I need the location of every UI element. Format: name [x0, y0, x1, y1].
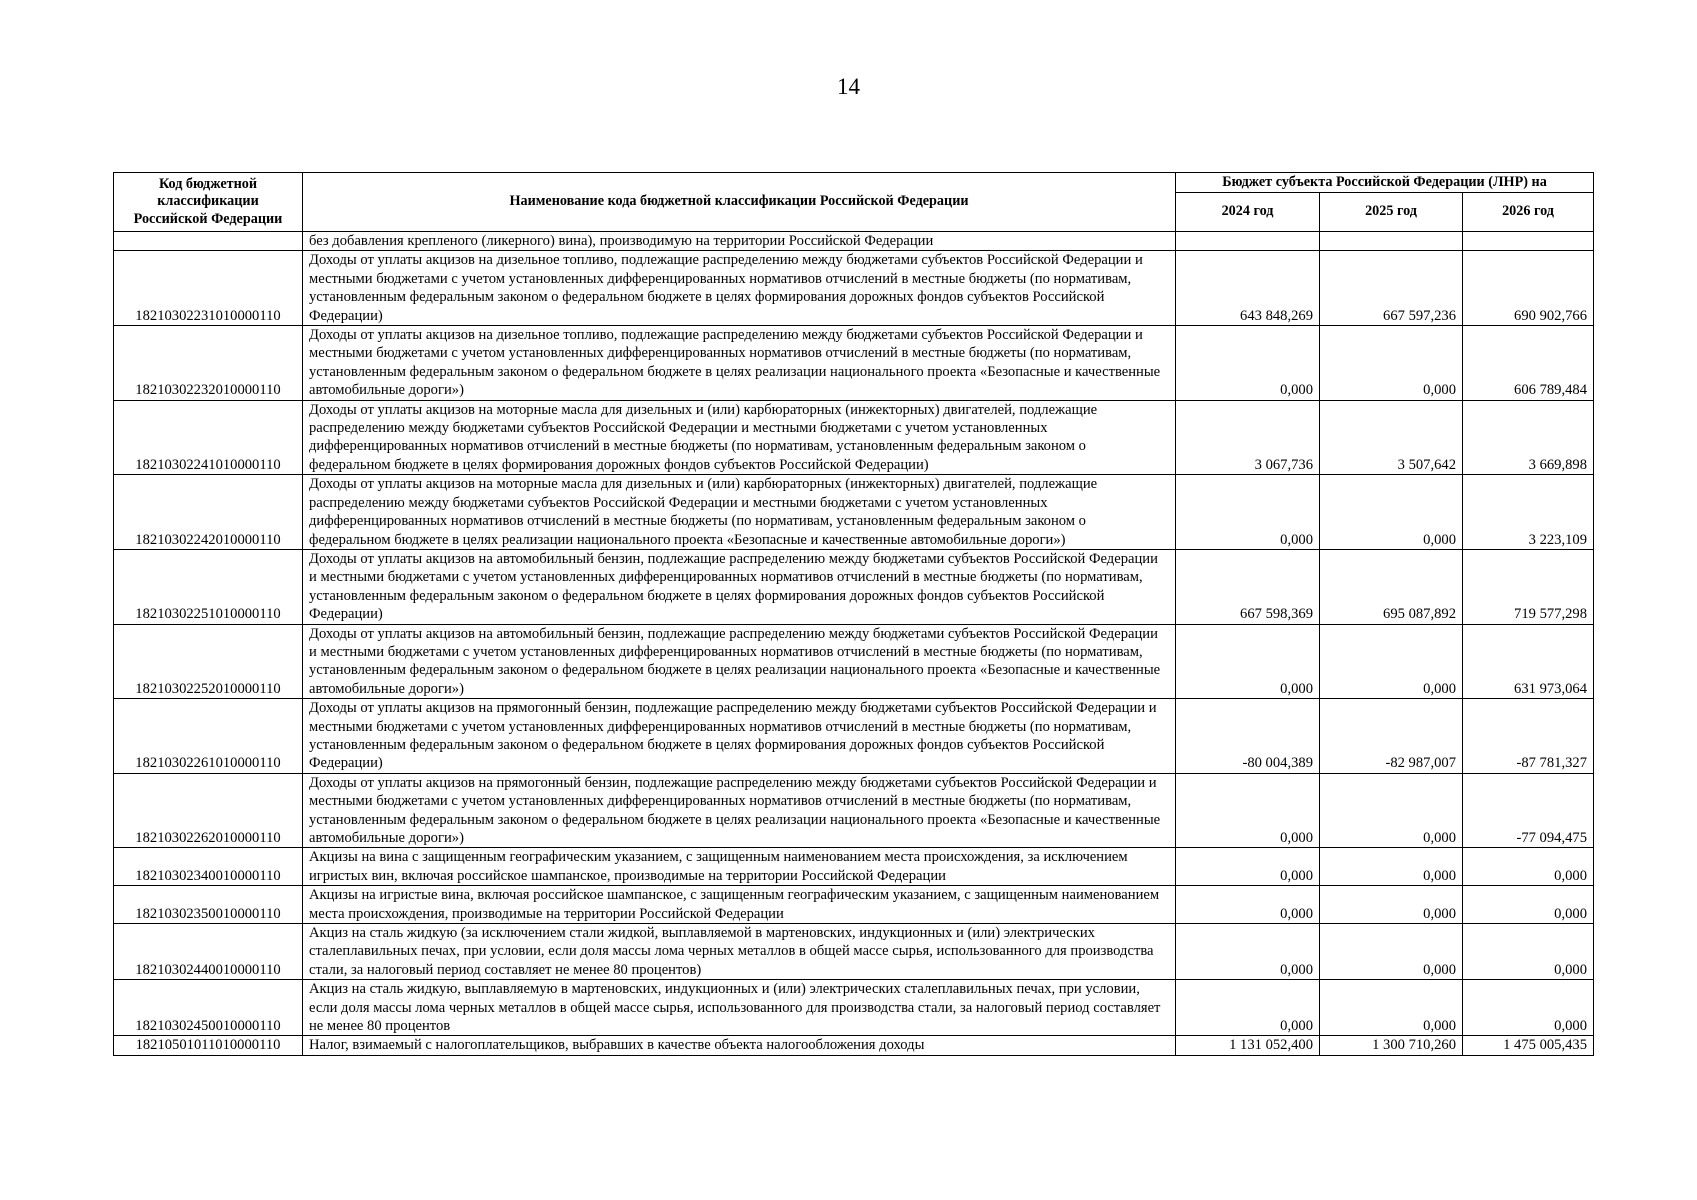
row-value-2025: 3 507,642 [1320, 400, 1463, 475]
header-name: Наименование кода бюджетной классификации Российской Федерации [303, 173, 1176, 232]
row-value-2026: 0,000 [1463, 980, 1594, 1036]
row-code [114, 232, 303, 251]
row-value-2024: 0,000 [1176, 924, 1320, 980]
row-value-2024: 3 067,736 [1176, 400, 1320, 475]
row-value-2025: 667 597,236 [1320, 251, 1463, 326]
row-name: Доходы от уплаты акцизов на автомобильный бензин, подлежащие распределению между бюджетами субъектов Российской Федерации и местными бюджетами с учетом установленных дифференцированных нормативов отчислений в местные бюджеты (по нормативам, установленным федеральным законом о федеральном бюджете в целях реализации национального проекта «Безопасные и качественные автомобильные дороги») [303, 624, 1176, 699]
row-value-2025: 0,000 [1320, 980, 1463, 1036]
row-value-2026: 631 973,064 [1463, 624, 1594, 699]
table-row [114, 549, 1594, 624]
table-row [114, 400, 1594, 475]
page-number: 14 [837, 74, 860, 99]
row-name: Акцизы на вина с защищенным географическим указанием, с защищенным наименованием места происхождения, за исключением игристых вин, включая российское шампанское, производимые на территории Российской Федерации [303, 848, 1176, 886]
row-code: 18210302350010000110 [114, 886, 303, 924]
row-name: Доходы от уплаты акцизов на автомобильный бензин, подлежащие распределению между бюджетами субъектов Российской Федерации и местными бюджетами с учетом установленных дифференцированных нормативов отчислений в местные бюджеты (по нормативам, установленным федеральным законом о федеральном бюджете в целях формирования дорожных фондов субъектов Российской Федерации) [303, 549, 1176, 624]
row-value-2024: 643 848,269 [1176, 251, 1320, 326]
row-value-2024: 0,000 [1176, 773, 1320, 848]
table-row [114, 773, 1594, 848]
row-value-2026: 719 577,298 [1463, 549, 1594, 624]
row-value-2025: 695 087,892 [1320, 549, 1463, 624]
table-row [114, 326, 1594, 401]
row-name: Доходы от уплаты акцизов на прямогонный бензин, подлежащие распределению между бюджетами субъектов Российской Федерации и местными бюджетами с учетом установленных дифференцированных нормативов отчислений в местные бюджеты (по нормативам, установленным федеральным законом о федеральном бюджете в целях формирования дорожных фондов субъектов Российской Федерации) [303, 699, 1176, 774]
table-row [114, 980, 1594, 1036]
row-value-2024: 0,000 [1176, 848, 1320, 886]
row-value-2026: 606 789,484 [1463, 326, 1594, 401]
row-name: Налог, взимаемый с налогоплательщиков, выбравших в качестве объекта налогообложения доходы [303, 1036, 1176, 1055]
row-value-2026 [1463, 232, 1594, 251]
row-value-2024: 1 131 052,400 [1176, 1036, 1320, 1055]
table-row [114, 924, 1594, 980]
row-code: 18210302450010000110 [114, 980, 303, 1036]
row-value-2026: 0,000 [1463, 924, 1594, 980]
row-name: Акциз на сталь жидкую, выплавляемую в мартеновских, индукционных и (или) электрических сталеплавильных печах, при условии, если доля массы лома черных металлов в общей массе сырья, использованного для производства стали, за налоговый период составляет не менее 80 процентов [303, 980, 1176, 1036]
row-value-2025 [1320, 232, 1463, 251]
table-row [114, 475, 1594, 550]
row-code: 18210302242010000110 [114, 475, 303, 550]
row-value-2024: 0,000 [1176, 326, 1320, 401]
header-year-2024: 2024 год [1176, 193, 1320, 232]
row-code: 18210302241010000110 [114, 400, 303, 475]
row-value-2025: 0,000 [1320, 773, 1463, 848]
row-code: 18210302262010000110 [114, 773, 303, 848]
row-value-2026: -77 094,475 [1463, 773, 1594, 848]
row-value-2026: -87 781,327 [1463, 699, 1594, 774]
header-budget: Бюджет субъекта Российской Федерации (ЛНР) на [1176, 173, 1594, 193]
row-value-2025: 0,000 [1320, 475, 1463, 550]
table-row [114, 251, 1594, 326]
row-value-2024: 0,000 [1176, 475, 1320, 550]
row-name: Акцизы на игристые вина, включая российское шампанское, с защищенным географическим указанием, с защищенным наименованием места происхождения, производимые на территории Российской Федерации [303, 886, 1176, 924]
row-code: 18210501011010000110 [114, 1036, 303, 1055]
row-value-2024: 0,000 [1176, 886, 1320, 924]
header-year-2025: 2025 год [1320, 193, 1463, 232]
row-value-2025: -82 987,007 [1320, 699, 1463, 774]
row-value-2024: 0,000 [1176, 980, 1320, 1036]
table-row [114, 1036, 1594, 1055]
row-name: Доходы от уплаты акцизов на моторные масла для дизельных и (или) карбюраторных (инжекторных) двигателей, подлежащие распределению между бюджетами субъектов Российской Федерации и местными бюджетами с учетом установленных дифференцированных нормативов отчислений в местные бюджеты (по нормативам, установленным федеральным законом о федеральном бюджете в целях реализации национального проекта «Безопасные и качественные автомобильные дороги») [303, 475, 1176, 550]
row-value-2026: 0,000 [1463, 848, 1594, 886]
table-header [114, 173, 1594, 232]
row-value-2025: 1 300 710,260 [1320, 1036, 1463, 1055]
row-value-2026: 690 902,766 [1463, 251, 1594, 326]
row-name: Доходы от уплаты акцизов на моторные масла для дизельных и (или) карбюраторных (инжекторных) двигателей, подлежащие распределению между бюджетами субъектов Российской Федерации и местными бюджетами с учетом установленных дифференцированных нормативов отчислений в местные бюджеты (по нормативам, установленным федеральным законом о федеральном бюджете в целях формирования дорожных фондов субъектов Российской Федерации) [303, 400, 1176, 475]
row-code: 18210302251010000110 [114, 549, 303, 624]
row-name: Акциз на сталь жидкую (за исключением стали жидкой, выплавляемой в мартеновских, индукционных и (или) электрических сталеплавильных печах, при условии, если доля массы лома черных металлов в общей массе сырья, использованного для производства стали, за налоговый период составляет не менее 80 процентов) [303, 924, 1176, 980]
table-row [114, 699, 1594, 774]
row-value-2025: 0,000 [1320, 886, 1463, 924]
row-value-2025: 0,000 [1320, 848, 1463, 886]
row-name: без добавления крепленого (ликерного) вина), производимую на территории Российской Федерации [303, 232, 1176, 251]
table-row [114, 232, 1594, 251]
budget-classification-table [113, 172, 1594, 1056]
table-row [114, 624, 1594, 699]
row-value-2025: 0,000 [1320, 924, 1463, 980]
row-code: 18210302340010000110 [114, 848, 303, 886]
row-value-2026: 3 669,898 [1463, 400, 1594, 475]
row-code: 18210302261010000110 [114, 699, 303, 774]
header-year-2026: 2026 год [1463, 193, 1594, 232]
row-value-2025: 0,000 [1320, 326, 1463, 401]
row-value-2025: 0,000 [1320, 624, 1463, 699]
table-row [114, 848, 1594, 886]
row-name: Доходы от уплаты акцизов на дизельное топливо, подлежащие распределению между бюджетами субъектов Российской Федерации и местными бюджетами с учетом установленных дифференцированных нормативов отчислений в местные бюджеты (по нормативам, установленным федеральным законом о федеральном бюджете в целях реализации национального проекта «Безопасные и качественные автомобильные дороги») [303, 326, 1176, 401]
row-name: Доходы от уплаты акцизов на дизельное топливо, подлежащие распределению между бюджетами субъектов Российской Федерации и местными бюджетами с учетом установленных дифференцированных нормативов отчислений в местные бюджеты (по нормативам, установленным федеральным законом о федеральном бюджете в целях формирования дорожных фондов субъектов Российской Федерации) [303, 251, 1176, 326]
row-code: 18210302232010000110 [114, 326, 303, 401]
row-name: Доходы от уплаты акцизов на прямогонный бензин, подлежащие распределению между бюджетами субъектов Российской Федерации и местными бюджетами с учетом установленных дифференцированных нормативов отчислений в местные бюджеты (по нормативам, установленным федеральным законом о федеральном бюджете в целях реализации национального проекта «Безопасные и качественные автомобильные дороги») [303, 773, 1176, 848]
row-value-2026: 3 223,109 [1463, 475, 1594, 550]
row-code: 18210302231010000110 [114, 251, 303, 326]
row-value-2024: 0,000 [1176, 624, 1320, 699]
row-value-2024: -80 004,389 [1176, 699, 1320, 774]
table-row [114, 886, 1594, 924]
row-value-2024: 667 598,369 [1176, 549, 1320, 624]
header-code: Код бюджетной классификации Российской Федерации [114, 173, 303, 232]
row-value-2024 [1176, 232, 1320, 251]
table-body [114, 232, 1594, 1056]
row-value-2026: 0,000 [1463, 886, 1594, 924]
row-code: 18210302440010000110 [114, 924, 303, 980]
row-value-2026: 1 475 005,435 [1463, 1036, 1594, 1055]
row-code: 18210302252010000110 [114, 624, 303, 699]
